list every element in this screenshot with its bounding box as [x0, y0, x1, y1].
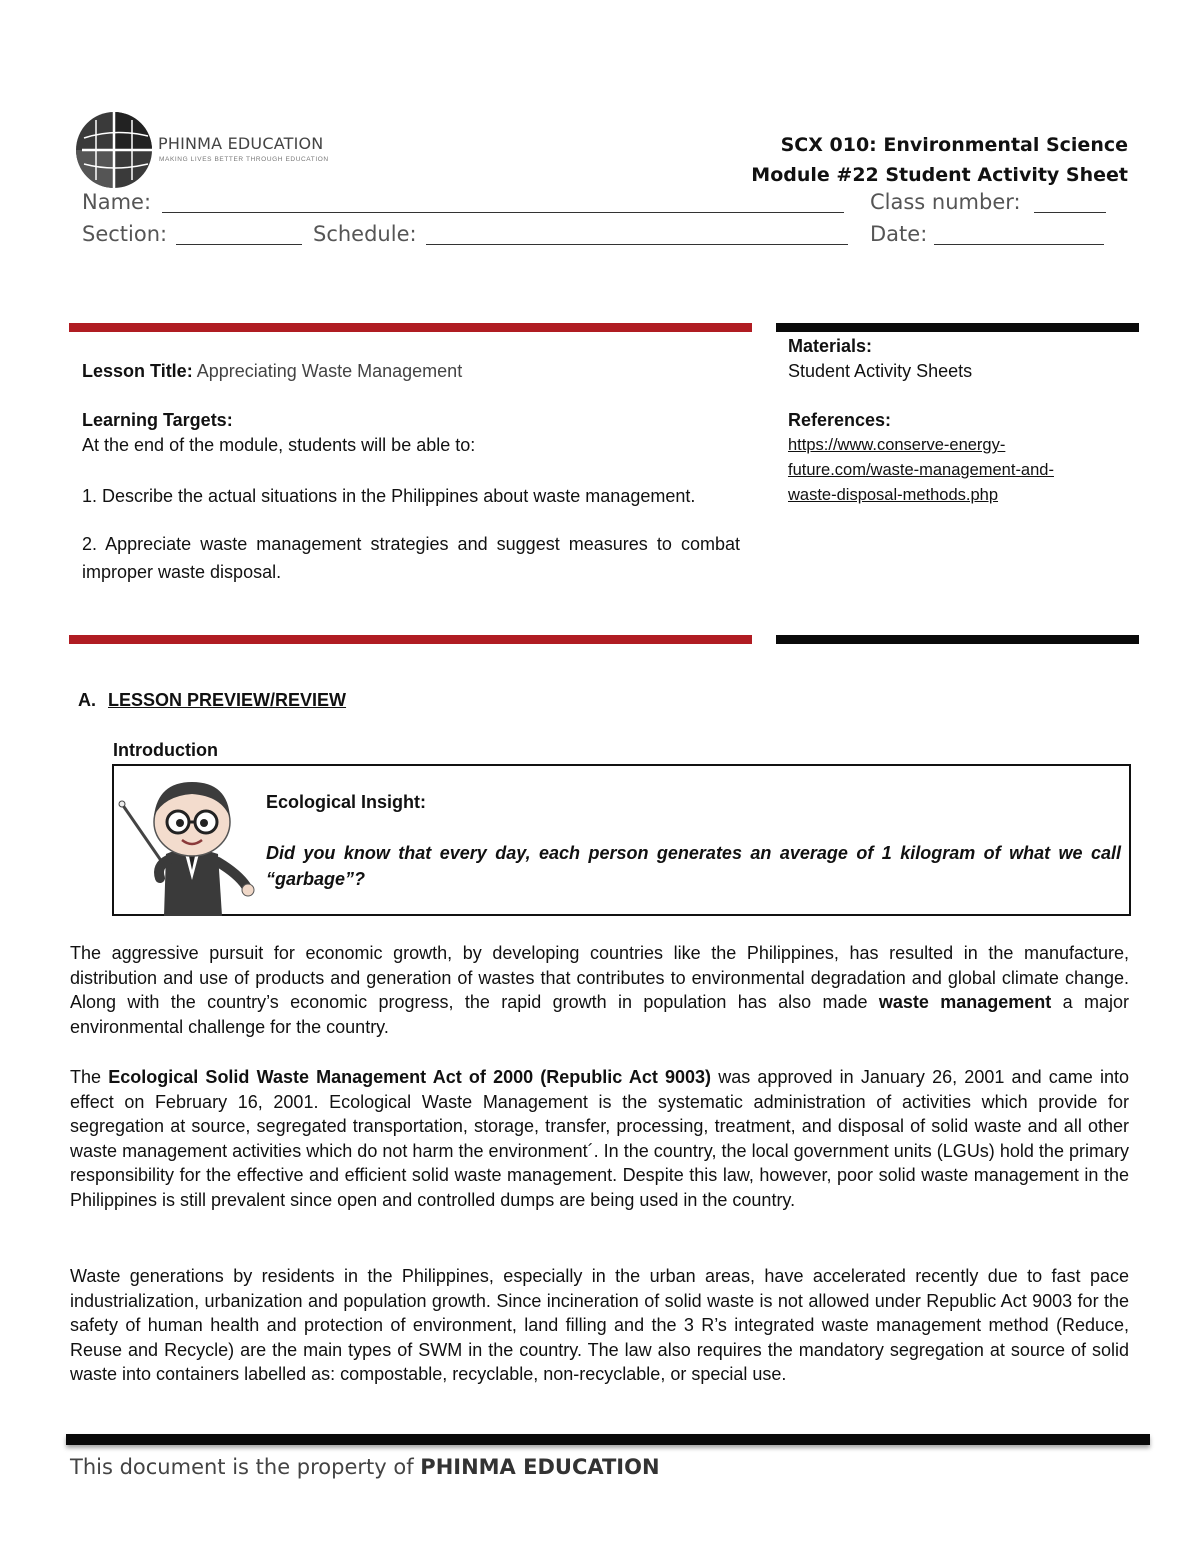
- teacher-cartoon-icon: [118, 770, 258, 916]
- section-label: Section:: [82, 222, 168, 246]
- course-title: SCX 010: Environmental Science: [780, 134, 1128, 156]
- name-field[interactable]: [162, 212, 844, 213]
- introduction-label: Introduction: [113, 740, 218, 760]
- reference-link-line[interactable]: future.com/waste-management-and-: [788, 461, 1054, 479]
- learning-targets-list: [82, 482, 740, 586]
- footer-ownership-note: [70, 1455, 660, 1479]
- paragraph-emphasis: Ecological Solid Waste Management Act of 2000 (Republic Act 9003): [108, 1067, 712, 1087]
- materials-top-divider: [776, 323, 1139, 332]
- paragraph-economic-growth: [70, 941, 1129, 1039]
- lesson-title-row: [82, 359, 462, 384]
- section-field[interactable]: [176, 244, 302, 245]
- paragraph-waste-generation: Waste generations by residents in the Philippines, especially in the urban areas, have accelerated recently due to fast pace industrialization, urbanization and population growth. Since incineration of solid waste is not allowed under Republic Act 9003 for the safety of human health and protection of environment, land filling and the 3 R’s integrated waste management method (Reduce, Reuse and Recycle) are the main types of SWM in the country. The law also requires the mandatory segregation at source of solid waste into containers labelled as: compostable, recyclable, non-recyclable, or special use.: [70, 1266, 1129, 1385]
- section-letter: A.: [78, 690, 96, 710]
- learning-target-item: 2. Appreciate waste management strategies and suggest measures to combat improper waste disposal.: [82, 534, 740, 582]
- materials-value: Student Activity Sheets: [788, 361, 973, 381]
- class-number-field[interactable]: [1034, 212, 1106, 213]
- footer-divider: [66, 1434, 1150, 1445]
- date-label: Date:: [870, 222, 928, 246]
- lesson-title-value: Appreciating Waste Management: [196, 361, 463, 381]
- paragraph-text: a major environmental challenge for the country.: [70, 992, 1129, 1037]
- paragraph-text: was approved in January 26, 2001 and came into effect on February 16, 2001. Ecological Waste Management is the systematic administration of activities which provide for segregation at source, segregated transportation, storage, transfer, processing, treatment, and disposal of solid waste and all other waste management activities which do not harm the environment´. In the country, the local government units (LGUs) hold the primary responsibility for the effective and efficient solid waste management. Despite this law, however, poor solid waste management in the Philippines is still prevalent since open and controlled dumps are being used in the country.: [70, 1067, 1129, 1210]
- phinma-logo-mark-icon: [74, 110, 154, 190]
- materials-bottom-divider: [776, 635, 1139, 644]
- paragraph-emphasis: waste management: [878, 992, 1052, 1013]
- lesson-top-divider: [69, 323, 752, 332]
- class-number-label: Class number:: [870, 190, 1021, 214]
- logo-tagline: MAKING LIVES BETTER THROUGH EDUCATION: [159, 156, 329, 163]
- reference-link-line[interactable]: waste-disposal-methods.php: [788, 486, 999, 504]
- lesson-bottom-divider: [69, 635, 752, 644]
- learning-target-item: 1. Describe the actual situations in the Philippines about waste management.: [82, 486, 696, 506]
- date-field[interactable]: [934, 244, 1104, 245]
- paragraph-text: The aggressive pursuit for economic growth, by developing countries like the Philippines, has resulted in the manufacture, distribution and use of products and generation of wastes that contributes to environmental degradation and global climate change. Along with the country’s economic progress, the rapid growth in population has also made: [70, 943, 1129, 1013]
- materials-label: Materials:: [788, 336, 873, 356]
- insight-title: Ecological Insight:: [266, 792, 427, 812]
- footer-brand: PHINMA EDUCATION: [420, 1455, 660, 1479]
- schedule-label: Schedule:: [313, 222, 417, 246]
- references-label: References:: [788, 410, 892, 430]
- learning-targets-label: Learning Targets:: [82, 410, 233, 430]
- footer-text: This document is the property of: [70, 1455, 421, 1479]
- section-a-heading: [78, 690, 346, 711]
- section-title: LESSON PREVIEW/REVIEW: [108, 690, 347, 710]
- paragraph-ra-9003: [70, 1065, 1129, 1213]
- paragraph-text: The: [70, 1067, 109, 1087]
- course-heading: [751, 130, 1128, 190]
- insight-text: Did you know that every day, each person generates an average of 1 kilogram of what we call “garbage”?: [266, 843, 1121, 889]
- name-label: Name:: [82, 190, 152, 214]
- schedule-field[interactable]: [426, 244, 848, 245]
- learning-targets-intro: At the end of the module, students will be able to:: [82, 435, 476, 455]
- logo-name: PHINMA EDUCATION: [158, 134, 324, 153]
- ecological-insight-box: [112, 764, 1131, 916]
- lesson-title-label: Lesson Title:: [82, 361, 193, 381]
- module-title: Module #22 Student Activity Sheet: [751, 164, 1128, 186]
- phinma-logo: [74, 110, 334, 190]
- reference-link[interactable]: [788, 433, 1054, 508]
- reference-link-line[interactable]: https://www.conserve-energy-: [788, 436, 1006, 454]
